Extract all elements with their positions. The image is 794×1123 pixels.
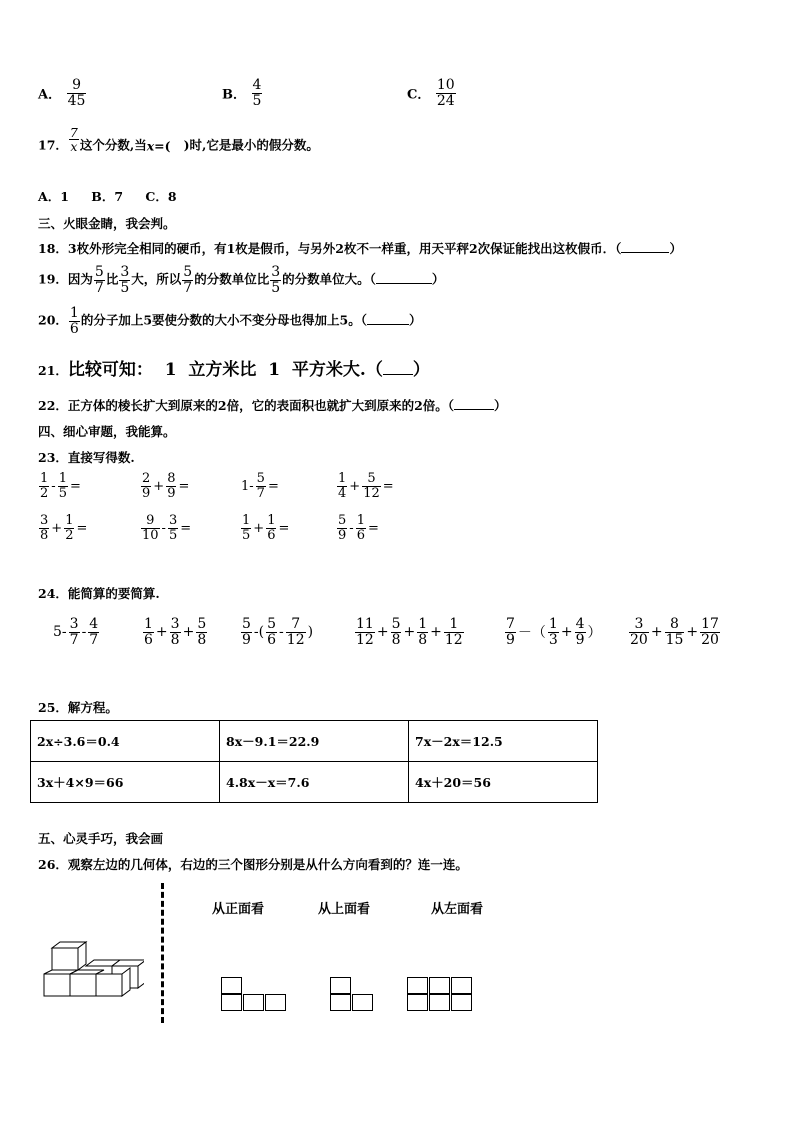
q23-item <box>38 514 88 542</box>
fraction: $\frac{8}{9}$ <box>167 471 176 501</box>
fraction: $\frac{1}{5}$ <box>58 471 67 501</box>
operator: －（ <box>517 625 546 642</box>
table-row <box>31 721 598 762</box>
fraction: $\frac{1}{3}$ <box>548 616 558 648</box>
q16-option-a: A． $\frac{9}{45}$ <box>38 77 86 109</box>
operator: 1- <box>241 478 254 494</box>
fraction: $\frac{3}{5}$ <box>271 264 281 296</box>
solid-figure <box>40 940 144 1002</box>
q23-item <box>240 472 280 500</box>
question-26: 26．观察左边的几何体，右边的三个图形分别是从什么方向看到的？连一连。 <box>38 857 468 872</box>
operator: + <box>430 624 442 641</box>
view-cell <box>429 977 450 994</box>
operator: = <box>180 520 192 536</box>
section-3-title: 三、火眼金睛，我会判。 <box>38 216 176 231</box>
fraction: $\frac{5}{6}$ <box>267 616 277 648</box>
q23-item <box>38 472 82 500</box>
section-4-title: 四、细心审题，我能算。 <box>38 424 176 439</box>
fraction: $\frac{5}{7}$ <box>94 264 104 296</box>
view-cell <box>429 994 450 1011</box>
operator: - <box>161 520 166 536</box>
view-label-top: 从上面看 <box>318 902 371 917</box>
q23-item <box>240 514 290 542</box>
fraction: $\frac{3}{20}$ <box>630 616 648 648</box>
q16-option-c: C． $\frac{10}{24}$ <box>407 77 455 109</box>
section-5-title: 五、心灵手巧，我会画 <box>38 831 164 846</box>
fraction: $\frac{5}{12}$ <box>363 471 380 501</box>
answer-blank[interactable] <box>621 240 669 253</box>
operator: ) <box>307 624 314 641</box>
table-cell: 2x÷3.6＝0.4 <box>31 721 220 762</box>
fraction: $\frac{5}{8}$ <box>197 616 207 648</box>
operator: = <box>69 478 81 494</box>
operator: = <box>76 520 88 536</box>
fraction: $\frac{3}{8}$ <box>40 513 49 543</box>
q24-item <box>52 617 100 647</box>
operator: = <box>278 520 290 536</box>
fraction: $\frac{7}{12}$ <box>286 616 305 648</box>
operator: - <box>81 624 87 641</box>
fraction: $\frac{1}{6}$ <box>356 513 365 543</box>
operator: = <box>267 478 279 494</box>
q24-item <box>504 617 603 647</box>
question-22: 22．正方体的棱长扩大到原来的2倍，它的表面积也就扩大到原来的2倍。（ ） <box>38 398 507 413</box>
fraction: $\frac{3}{5}$ <box>120 264 130 296</box>
equation-table <box>30 720 598 803</box>
table-cell: 8x－9.1＝22.9 <box>220 721 409 762</box>
view-cell <box>330 994 351 1011</box>
table-cell: 3x＋4×9＝66 <box>31 762 220 803</box>
fraction: $\frac{1}{12}$ <box>444 616 463 648</box>
fraction: $\frac{11}{12}$ <box>356 616 374 648</box>
fraction: $\frac{5}{7}$ <box>183 264 193 296</box>
view-cell <box>451 994 472 1011</box>
question-25-title: 25．解方程。 <box>38 700 118 715</box>
fraction: $\frac{3}{8}$ <box>170 616 180 648</box>
view-cell <box>407 977 428 994</box>
table-cell: 4.8x－x＝7.6 <box>220 762 409 803</box>
q23-item <box>140 472 190 500</box>
fraction: $\frac{1}{6}$ <box>144 616 153 648</box>
fraction: $\frac{1}{2}$ <box>65 513 74 543</box>
operator: + <box>51 520 63 536</box>
view-cell <box>265 994 286 1011</box>
question-17: 17． $\frac{7}{x}$ 这个分数,当x=( )时,它是最小的假分数。 <box>38 125 319 155</box>
operator: = <box>178 478 190 494</box>
question-19: 19．因为 $\frac{5}{7}$ 比 $\frac{3}{5}$ 大，所以 $\frac{5}{7}$ 的分数单位比 $\frac{3}{5}$ 的分数单位大。（ ） <box>38 264 445 296</box>
fraction: $\frac{4}{5}$ <box>252 77 262 109</box>
operator: = <box>382 478 394 494</box>
answer-blank[interactable] <box>383 362 413 375</box>
q24-item <box>142 617 208 647</box>
fraction: $\frac{5}{9}$ <box>242 616 251 648</box>
fraction: $\frac{4}{7}$ <box>89 616 99 648</box>
fraction: $\frac{7}{x}$ <box>69 125 78 155</box>
fraction: $\frac{1}{2}$ <box>40 471 49 501</box>
table-cell: 4x＋20＝56 <box>409 762 598 803</box>
fraction: $\frac{7}{9}$ <box>506 616 515 648</box>
fraction: $\frac{3}{7}$ <box>69 616 79 648</box>
q23-item <box>336 514 380 542</box>
fraction: $\frac{1}{4}$ <box>338 471 347 501</box>
operator: + <box>155 624 168 641</box>
fraction: $\frac{3}{5}$ <box>168 513 178 543</box>
q24-item <box>354 617 465 647</box>
view-label-left: 从左面看 <box>431 902 484 917</box>
q24-item <box>628 617 721 647</box>
table-cell: 7x－2x＝12.5 <box>409 721 598 762</box>
answer-blank[interactable] <box>376 271 432 284</box>
fraction: $\frac{1}{6}$ <box>267 513 276 543</box>
question-21: 21．比较可知： 1 立方米比 1 平方米大.（ ） <box>38 360 430 380</box>
fraction: $\frac{5}{7}$ <box>256 471 265 501</box>
operator: + <box>650 624 663 641</box>
question-20: 20． $\frac{1}{6}$ 的分子加上5要使分数的大小不变分母也得加上5。（ ） <box>38 305 422 337</box>
q17-options: A．1 B．7 C．8 <box>38 189 177 204</box>
q24-item <box>240 617 314 647</box>
answer-blank[interactable] <box>454 397 494 410</box>
fraction: $\frac{1}{8}$ <box>418 616 428 648</box>
operator: + <box>376 624 389 641</box>
fraction: $\frac{9}{45}$ <box>67 77 86 109</box>
operator: + <box>253 520 265 536</box>
view-label-front: 从正面看 <box>212 902 265 917</box>
fraction: $\frac{2}{9}$ <box>142 471 151 501</box>
operator: + <box>182 624 195 641</box>
fraction: $\frac{1}{6}$ <box>69 305 79 337</box>
operator: + <box>153 478 165 494</box>
operator: ） <box>587 625 602 642</box>
fraction: $\frac{17}{20}$ <box>701 616 719 648</box>
question-23-title: 23．直接写得数. <box>38 450 135 465</box>
fraction: $\frac{10}{24}$ <box>436 77 455 109</box>
answer-blank[interactable] <box>367 312 409 325</box>
operator: = <box>367 520 379 536</box>
q16-option-b: B． $\frac{4}{5}$ <box>222 77 262 109</box>
fraction: $\frac{9}{10}$ <box>142 513 159 543</box>
q23-item <box>336 472 395 500</box>
operator: -( <box>253 624 265 641</box>
view-cell <box>330 977 351 994</box>
operator: - <box>279 624 284 641</box>
fraction: $\frac{8}{15}$ <box>665 616 684 648</box>
fraction: $\frac{4}{9}$ <box>575 616 585 648</box>
view-cell <box>352 994 373 1011</box>
operator: + <box>560 624 573 641</box>
view-cell <box>243 994 264 1011</box>
question-18: 18．3枚外形完全相同的硬币，有1枚是假币，与另外2枚不一样重，用天平秤2次保证能找出这枚假币．（ ） <box>38 241 682 256</box>
fraction: $\frac{5}{9}$ <box>338 513 347 543</box>
table-row <box>31 762 598 803</box>
fraction: $\frac{5}{8}$ <box>391 616 401 648</box>
view-cell <box>451 977 472 994</box>
q23-item <box>140 514 192 542</box>
question-24-title: 24．能简算的要简算. <box>38 586 160 601</box>
operator: + <box>403 624 416 641</box>
operator: - <box>349 520 354 536</box>
operator: + <box>686 624 699 641</box>
view-cell <box>221 977 242 994</box>
operator: - <box>51 478 56 494</box>
operator: + <box>349 478 361 494</box>
view-cell <box>221 994 242 1011</box>
divider-dashed <box>161 883 164 1023</box>
view-cell <box>407 994 428 1011</box>
operator: 5- <box>53 624 67 641</box>
fraction: $\frac{1}{5}$ <box>242 513 251 543</box>
